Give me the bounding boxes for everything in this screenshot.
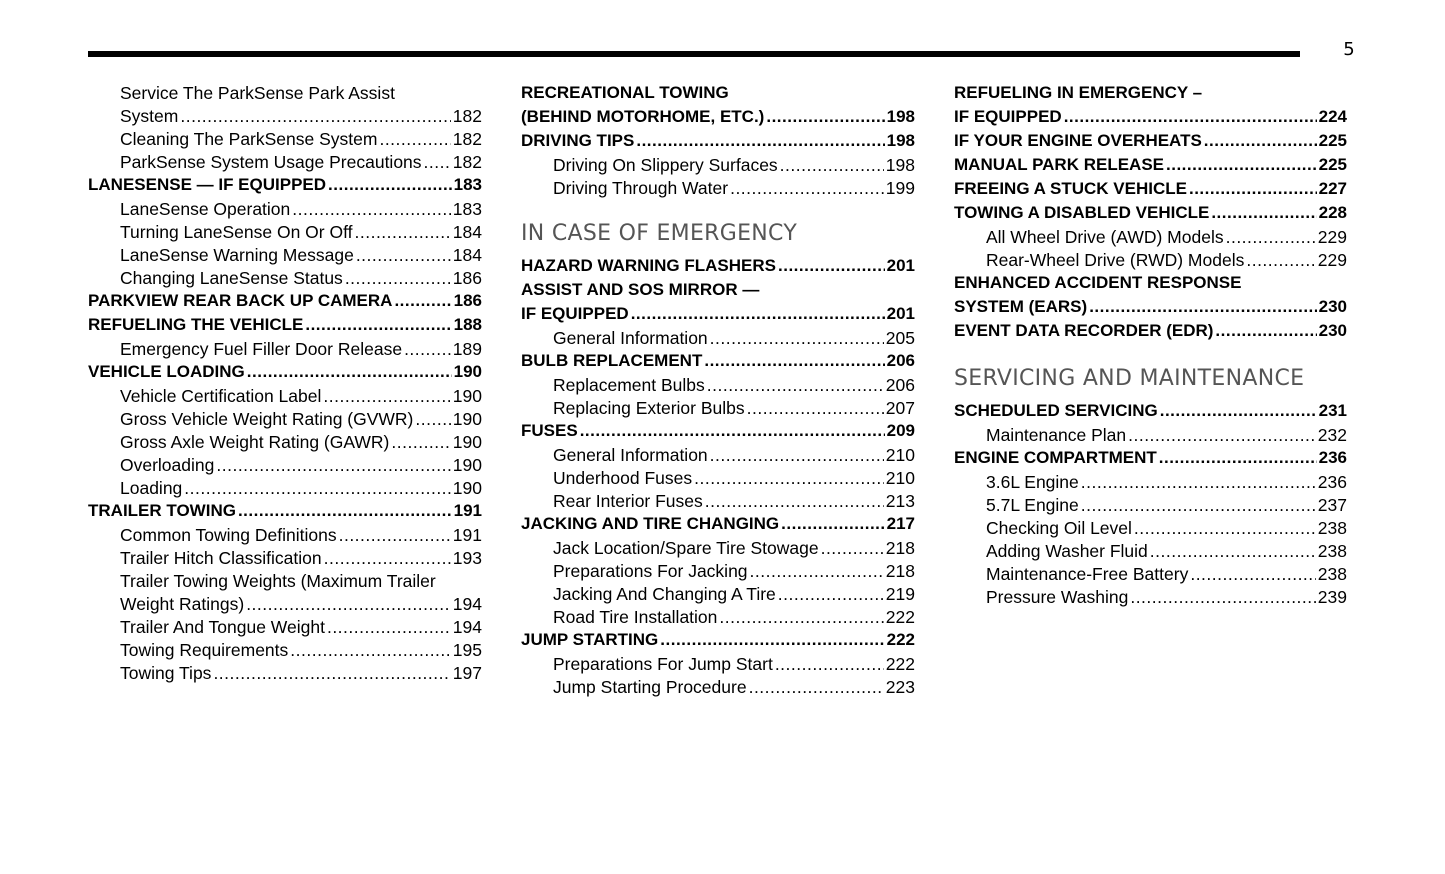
- dot-leader: [1190, 563, 1315, 585]
- entry-page-number: 231: [1318, 401, 1347, 420]
- dot-leader: [216, 454, 450, 476]
- entry-title: IF YOUR ENGINE OVERHEATS: [954, 131, 1202, 150]
- entry-page-number: 191: [453, 501, 482, 520]
- entry-page-number: 198: [886, 107, 915, 126]
- toc-subentry[interactable]: [88, 477, 482, 499]
- entry-page-number: 229: [1317, 250, 1347, 270]
- entry-title: Driving Through Water: [553, 178, 729, 198]
- entry-title: Rear-Wheel Drive (RWD) Models: [986, 250, 1245, 270]
- dot-leader: [1166, 154, 1317, 176]
- entry-title: ASSIST AND SOS MIRROR —: [521, 280, 760, 299]
- dot-leader: [246, 593, 451, 615]
- dot-leader: [379, 128, 450, 150]
- entry-title: ParkSense System Usage Precautions: [120, 152, 422, 172]
- entry-page-number: 210: [885, 468, 915, 488]
- toc-subentry[interactable]: [88, 105, 482, 127]
- entry-title: JUMP STARTING: [521, 630, 659, 649]
- entry-page-number: 229: [1317, 227, 1347, 247]
- entry-title: BULB REPLACEMENT: [521, 351, 703, 370]
- entry-title: Preparations For Jump Start: [553, 654, 773, 674]
- dot-leader: [1160, 400, 1317, 422]
- entry-title: Trailer Towing Weights (Maximum Trailer: [120, 571, 436, 591]
- entry-page-number: 218: [885, 538, 915, 558]
- entry-title: EVENT DATA RECORDER (EDR): [954, 321, 1214, 340]
- dot-leader: [180, 105, 450, 127]
- entry-title: JACKING AND TIRE CHANGING: [521, 514, 780, 533]
- toc-subentry[interactable]: [521, 653, 915, 675]
- entry-page-number: 224: [1318, 107, 1347, 126]
- dot-leader: [710, 327, 884, 349]
- dot-leader: [781, 513, 884, 535]
- entry-page-number: 227: [1318, 179, 1347, 198]
- toc-subentry[interactable]: [521, 676, 915, 698]
- toc-entry[interactable]: [88, 314, 482, 336]
- dot-leader: [1150, 540, 1316, 562]
- dot-leader: [694, 467, 884, 489]
- dot-leader: [707, 374, 884, 396]
- toc-subentry[interactable]: [954, 563, 1347, 585]
- entry-page-number: 198: [885, 155, 915, 175]
- section-heading: IN CASE OF EMERGENCY: [521, 221, 798, 246]
- dot-leader: [747, 397, 884, 419]
- toc-subentry[interactable]: [88, 385, 482, 407]
- entry-page-number: 236: [1318, 448, 1347, 467]
- entry-title: Replacing Exterior Bulbs: [553, 398, 745, 418]
- entry-title: ENGINE COMPARTMENT: [954, 448, 1157, 467]
- dot-leader: [1215, 320, 1316, 342]
- entry-page-number: 230: [1318, 321, 1347, 340]
- toc-subentry[interactable]: [88, 593, 482, 615]
- entry-title: LANESENSE — IF EQUIPPED: [88, 175, 327, 194]
- toc-entry[interactable]: [954, 272, 1347, 294]
- entry-title: SCHEDULED SERVICING: [954, 401, 1158, 420]
- toc-entry[interactable]: [521, 350, 915, 372]
- toc-subentry[interactable]: [88, 570, 482, 592]
- toc-entry[interactable]: [521, 82, 915, 104]
- toc-entry[interactable]: [954, 447, 1347, 469]
- entry-title: PARKVIEW REAR BACK UP CAMERA: [88, 291, 393, 310]
- toc-subentry[interactable]: [521, 177, 915, 199]
- entry-title: General Information: [553, 328, 708, 348]
- toc-entry[interactable]: [521, 513, 915, 535]
- entry-page-number: 232: [1317, 425, 1347, 445]
- entry-page-number: 190: [452, 409, 482, 429]
- toc-subentry[interactable]: [521, 397, 915, 419]
- toc-subentry[interactable]: [88, 198, 482, 220]
- dot-leader: [775, 653, 884, 675]
- toc-subentry[interactable]: [88, 221, 482, 243]
- entry-title: Preparations For Jacking: [553, 561, 748, 581]
- entry-title: Adding Washer Fluid: [986, 541, 1148, 561]
- entry-title: IF EQUIPPED: [954, 107, 1062, 126]
- dot-leader: [750, 560, 884, 582]
- toc-entry[interactable]: [521, 303, 915, 325]
- entry-title: HAZARD WARNING FLASHERS: [521, 256, 776, 275]
- dot-leader: [705, 490, 884, 512]
- entry-title: Common Towing Definitions: [120, 525, 337, 545]
- dot-leader: [1081, 471, 1316, 493]
- dot-leader: [780, 154, 884, 176]
- entry-title: Turning LaneSense On Or Off: [120, 222, 353, 242]
- toc-subentry[interactable]: [88, 408, 482, 430]
- entry-title: Overloading: [120, 455, 215, 475]
- entry-page-number: 213: [885, 491, 915, 511]
- entry-title: Trailer Hitch Classification: [120, 548, 322, 568]
- toc-entry[interactable]: [88, 500, 482, 522]
- entry-title: Rear Interior Fuses: [553, 491, 703, 511]
- toc-entry[interactable]: [954, 400, 1347, 422]
- toc-subentry[interactable]: [521, 154, 915, 176]
- entry-title: VEHICLE LOADING: [88, 362, 245, 381]
- entry-page-number: 201: [886, 256, 915, 275]
- dot-leader: [749, 676, 884, 698]
- entry-title: REFUELING IN EMERGENCY –: [954, 83, 1203, 102]
- entry-title: General Information: [553, 445, 708, 465]
- entry-page-number: 190: [452, 432, 482, 452]
- toc-entry[interactable]: [521, 629, 915, 651]
- entry-page-number: 222: [885, 607, 915, 627]
- entry-page-number: 218: [885, 561, 915, 581]
- entry-title: Changing LaneSense Status: [120, 268, 343, 288]
- dot-leader: [719, 606, 883, 628]
- dot-leader: [766, 106, 884, 128]
- toc-subentry[interactable]: [88, 547, 482, 569]
- toc-subentry[interactable]: [954, 471, 1347, 493]
- dot-leader: [660, 629, 884, 651]
- entry-title: 5.7L Engine: [986, 495, 1079, 515]
- entry-page-number: 238: [1317, 518, 1347, 538]
- entry-title: Cleaning The ParkSense System: [120, 129, 378, 149]
- entry-title: LaneSense Operation: [120, 199, 291, 219]
- dot-leader: [328, 174, 452, 196]
- entry-title: Road Tire Installation: [553, 607, 718, 627]
- entry-page-number: 239: [1317, 587, 1347, 607]
- entry-page-number: 225: [1318, 155, 1347, 174]
- dot-leader: [1064, 106, 1317, 128]
- dot-leader: [1134, 517, 1316, 539]
- toc-subentry[interactable]: [954, 226, 1347, 248]
- entry-page-number: 194: [452, 617, 482, 637]
- dot-leader: [305, 314, 451, 336]
- entry-title: 3.6L Engine: [986, 472, 1079, 492]
- entry-page-number: 199: [885, 178, 915, 198]
- entry-page-number: 189: [452, 339, 482, 359]
- dot-leader: [424, 151, 451, 173]
- toc-entry[interactable]: [521, 255, 915, 277]
- toc-entry[interactable]: [521, 420, 915, 442]
- entry-page-number: 222: [886, 630, 915, 649]
- toc-subentry[interactable]: [88, 431, 482, 453]
- entry-page-number: 205: [885, 328, 915, 348]
- entry-page-number: 193: [452, 548, 482, 568]
- entry-page-number: 190: [452, 478, 482, 498]
- entry-page-number: 184: [452, 245, 482, 265]
- dot-leader: [1204, 130, 1317, 152]
- entry-page-number: 210: [885, 445, 915, 465]
- dot-leader: [1081, 494, 1316, 516]
- dot-leader: [710, 444, 884, 466]
- dot-leader: [636, 130, 884, 152]
- dot-leader: [391, 431, 450, 453]
- entry-title: REFUELING THE VEHICLE: [88, 315, 304, 334]
- entry-page-number: 217: [886, 514, 915, 533]
- toc-entry[interactable]: [954, 154, 1347, 176]
- entry-title: Weight Ratings): [120, 594, 245, 614]
- entry-title: FUSES: [521, 421, 578, 440]
- entry-page-number: 238: [1317, 541, 1347, 561]
- dot-leader: [778, 583, 884, 605]
- toc-entry[interactable]: [521, 130, 915, 152]
- dot-leader: [339, 524, 451, 546]
- entry-page-number: 186: [452, 268, 482, 288]
- entry-page-number: 198: [886, 131, 915, 150]
- dot-leader: [704, 350, 884, 372]
- toc-entry[interactable]: [954, 202, 1347, 224]
- toc-subentry[interactable]: [954, 424, 1347, 446]
- toc-subentry[interactable]: [521, 374, 915, 396]
- entry-page-number: 236: [1317, 472, 1347, 492]
- dot-leader: [1211, 202, 1316, 224]
- toc-subentry[interactable]: [88, 639, 482, 661]
- dot-leader: [247, 361, 452, 383]
- entry-page-number: 197: [452, 663, 482, 683]
- dot-leader: [324, 547, 451, 569]
- entry-page-number: 195: [452, 640, 482, 660]
- toc-subentry[interactable]: [521, 467, 915, 489]
- toc-subentry[interactable]: [954, 494, 1347, 516]
- toc-subentry[interactable]: [954, 249, 1347, 271]
- entry-title: TRAILER TOWING: [88, 501, 236, 520]
- entry-page-number: 207: [885, 398, 915, 418]
- entry-title: Service The ParkSense Park Assist: [120, 83, 395, 103]
- entry-page-number: 230: [1318, 297, 1347, 316]
- entry-page-number: 182: [452, 129, 482, 149]
- dot-leader: [1128, 424, 1316, 446]
- toc-subentry[interactable]: [88, 244, 482, 266]
- top-rule: [88, 51, 1300, 57]
- dot-leader: [290, 639, 451, 661]
- entry-title: Checking Oil Level: [986, 518, 1132, 538]
- toc-subentry[interactable]: [954, 517, 1347, 539]
- toc-subentry[interactable]: [521, 327, 915, 349]
- toc-subentry[interactable]: [521, 583, 915, 605]
- dot-leader: [1226, 226, 1316, 248]
- entry-title: (BEHIND MOTORHOME, ETC.): [521, 107, 765, 126]
- toc-entry[interactable]: [954, 296, 1347, 318]
- dot-leader: [1130, 586, 1315, 608]
- dot-leader: [213, 662, 450, 684]
- dot-leader: [1159, 447, 1317, 469]
- entry-title: Gross Vehicle Weight Rating (GVWR): [120, 409, 414, 429]
- toc-subentry[interactable]: [88, 454, 482, 476]
- entry-page-number: 206: [885, 375, 915, 395]
- entry-title: System: [120, 106, 179, 126]
- toc-entry[interactable]: [88, 361, 482, 383]
- entry-page-number: 191: [452, 525, 482, 545]
- entry-page-number: 183: [452, 199, 482, 219]
- toc-subentry[interactable]: [521, 560, 915, 582]
- toc-subentry[interactable]: [521, 444, 915, 466]
- entry-title: All Wheel Drive (AWD) Models: [986, 227, 1224, 247]
- dot-leader: [415, 408, 450, 430]
- entry-page-number: 190: [453, 362, 482, 381]
- toc-entry[interactable]: [954, 130, 1347, 152]
- toc-subentry[interactable]: [88, 82, 482, 104]
- section-heading: SERVICING AND MAINTENANCE: [954, 366, 1305, 391]
- entry-title: Replacement Bulbs: [553, 375, 705, 395]
- entry-page-number: 182: [452, 106, 482, 126]
- dot-leader: [821, 537, 884, 559]
- entry-title: Vehicle Certification Label: [120, 386, 322, 406]
- toc-subentry[interactable]: [521, 537, 915, 559]
- entry-title: Loading: [120, 478, 183, 498]
- toc-subentry[interactable]: [88, 128, 482, 150]
- entry-title: Jacking And Changing A Tire: [553, 584, 776, 604]
- entry-title: Jack Location/Spare Tire Stowage: [553, 538, 819, 558]
- entry-page-number: 222: [885, 654, 915, 674]
- dot-leader: [345, 267, 451, 289]
- entry-title: Trailer And Tongue Weight: [120, 617, 325, 637]
- entry-page-number: 206: [886, 351, 915, 370]
- entry-title: Pressure Washing: [986, 587, 1129, 607]
- toc-entry[interactable]: [521, 279, 915, 301]
- dot-leader: [327, 616, 451, 638]
- toc-subentry[interactable]: [88, 662, 482, 684]
- dot-leader: [355, 221, 451, 243]
- dot-leader: [730, 177, 884, 199]
- entry-page-number: 188: [453, 315, 482, 334]
- entry-title: FREEING A STUCK VEHICLE: [954, 179, 1187, 198]
- entry-page-number: 209: [886, 421, 915, 440]
- dot-leader: [778, 255, 885, 277]
- dot-leader: [1089, 296, 1316, 318]
- toc-entry[interactable]: [954, 82, 1347, 104]
- entry-title: Towing Tips: [120, 663, 212, 683]
- entry-title: Underhood Fuses: [553, 468, 693, 488]
- entry-title: ENHANCED ACCIDENT RESPONSE: [954, 273, 1242, 292]
- toc-subentry[interactable]: [88, 151, 482, 173]
- entry-page-number: 237: [1317, 495, 1347, 515]
- dot-leader: [580, 420, 885, 442]
- entry-page-number: 186: [453, 291, 482, 310]
- entry-page-number: 190: [452, 455, 482, 475]
- entry-title: Emergency Fuel Filler Door Release: [120, 339, 403, 359]
- entry-page-number: 182: [452, 152, 482, 172]
- toc-entry[interactable]: [521, 106, 915, 128]
- entry-page-number: 219: [885, 584, 915, 604]
- entry-title: RECREATIONAL TOWING: [521, 83, 729, 102]
- entry-page-number: 201: [886, 304, 915, 323]
- dot-leader: [238, 500, 452, 522]
- toc-subentry[interactable]: [954, 586, 1347, 608]
- dot-leader: [1246, 249, 1315, 271]
- toc-entry[interactable]: [954, 320, 1347, 342]
- entry-page-number: 223: [885, 677, 915, 697]
- entry-page-number: 228: [1318, 203, 1347, 222]
- entry-title: Towing Requirements: [120, 640, 289, 660]
- entry-page-number: 183: [453, 175, 482, 194]
- entry-page-number: 190: [452, 386, 482, 406]
- entry-title: Jump Starting Procedure: [553, 677, 747, 697]
- toc-subentry[interactable]: [88, 616, 482, 638]
- entry-title: MANUAL PARK RELEASE: [954, 155, 1164, 174]
- toc-entry[interactable]: [954, 106, 1347, 128]
- dot-leader: [356, 244, 451, 266]
- entry-title: Maintenance-Free Battery: [986, 564, 1189, 584]
- entry-title: LaneSense Warning Message: [120, 245, 354, 265]
- entry-title: DRIVING TIPS: [521, 131, 635, 150]
- entry-title: TOWING A DISABLED VEHICLE: [954, 203, 1210, 222]
- toc-subentry[interactable]: [521, 606, 915, 628]
- entry-title: SYSTEM (EARS): [954, 297, 1088, 316]
- entry-title: Gross Axle Weight Rating (GAWR): [120, 432, 390, 452]
- toc-subentry[interactable]: [88, 338, 482, 360]
- dot-leader: [184, 477, 451, 499]
- dot-leader: [631, 303, 885, 325]
- toc-subentry[interactable]: [954, 540, 1347, 562]
- toc-subentry[interactable]: [521, 490, 915, 512]
- toc-entry[interactable]: [954, 178, 1347, 200]
- entry-page-number: 238: [1317, 564, 1347, 584]
- toc-subentry[interactable]: [88, 524, 482, 546]
- dot-leader: [404, 338, 451, 360]
- entry-title: Driving On Slippery Surfaces: [553, 155, 778, 175]
- dot-leader: [394, 290, 451, 312]
- entry-page-number: 184: [452, 222, 482, 242]
- dot-leader: [292, 198, 451, 220]
- dot-leader: [323, 385, 450, 407]
- entry-title: IF EQUIPPED: [521, 304, 629, 323]
- toc-entry[interactable]: [88, 290, 482, 312]
- entry-page-number: 225: [1318, 131, 1347, 150]
- dot-leader: [1189, 178, 1317, 200]
- entry-title: Maintenance Plan: [986, 425, 1127, 445]
- toc-subentry[interactable]: [88, 267, 482, 289]
- page-number: 5: [1343, 39, 1355, 60]
- toc-entry[interactable]: [88, 174, 482, 196]
- entry-page-number: 194: [452, 594, 482, 614]
